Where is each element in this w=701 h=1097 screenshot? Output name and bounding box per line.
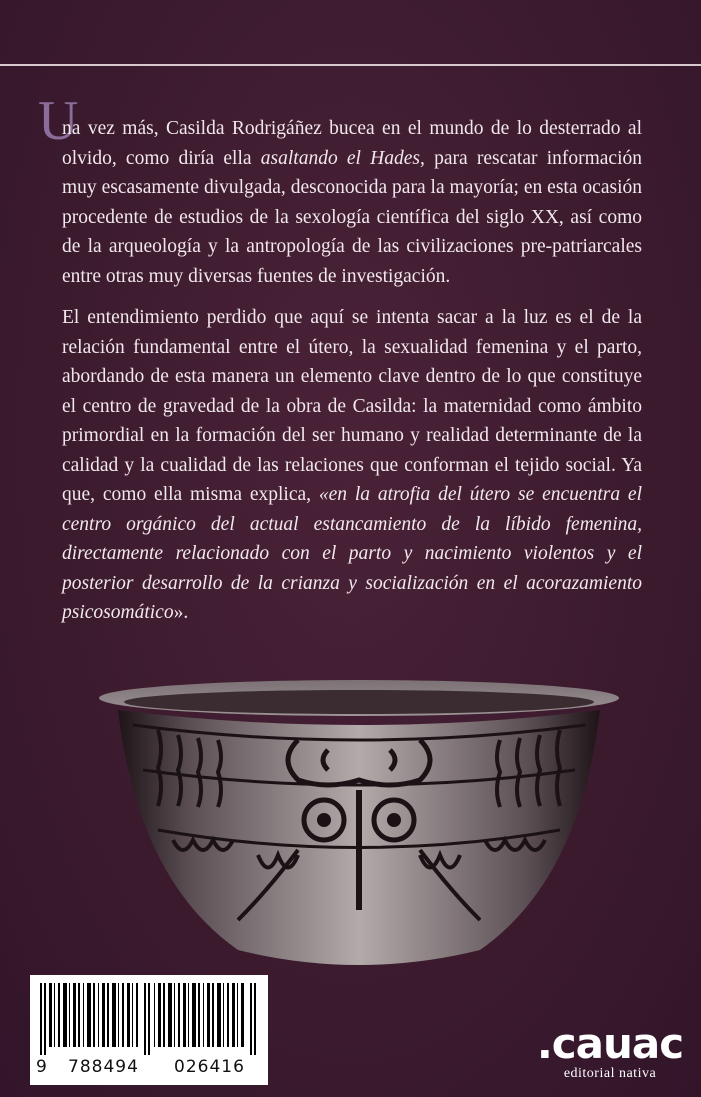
isbn-digit-first: 9 xyxy=(36,1057,48,1077)
p1-italic: asaltando el Hades xyxy=(260,147,421,169)
publisher-logo-word: .cauac xyxy=(536,1019,684,1068)
p2-text-a: El entendimiento perdido que aquí se intenta sacar a la luz es el de la relación fundamental entre el útero, la sexualidad femenina y el parto, abordando de esta manera un elemento clave dentro de lo que constituye el centro de gravedad de la obra de Casilda: la maternidad como ámbito primordial en la formación del ser humano y realidad determinante de la calidad y la cualidad de las relaciones que conforman el tejido social. Ya que, como ella misma explica, xyxy=(62,307,642,505)
barcode-bars xyxy=(40,983,258,1055)
publisher-subtitle: editorial nativa xyxy=(563,1066,657,1081)
p1-text-a: na vez más, Casilda Rodrigáñez bucea en el mundo de lo desterrado al olvido, como diría ella xyxy=(62,118,642,169)
drop-cap: U xyxy=(38,90,79,152)
publisher-logo xyxy=(535,1019,685,1092)
p2-quote: «en la atrofia del útero se encuentra el centro orgánico del actual estancamiento de la líbido femenina, directamente relacionado con el parto y nacimiento violentos y el posterior desarrollo de la crianza y socialización en el acorazamiento psicosomático xyxy=(62,484,642,623)
isbn-barcode xyxy=(30,975,268,1085)
isbn-digits-right: 026416 xyxy=(174,1057,245,1077)
blurb-paragraph-2 xyxy=(62,303,642,628)
isbn-digits-left: 788494 xyxy=(68,1057,139,1077)
vessel-illustration xyxy=(98,680,620,980)
blurb-paragraph-1 xyxy=(62,114,642,291)
p2-text-b: ». xyxy=(173,602,189,623)
top-rule xyxy=(0,64,701,66)
minoan-vessel-image xyxy=(98,680,620,980)
p1-text-b: , para rescatar información muy escasamente divulgada, desconocida para la mayoría; en esta ocasión procedente de estudios de la sexología científica del siglo XX, así como de la arqueología y la antropología de las civilizaciones pre-patriarcales entre otras muy diversas fuentes de investigación. xyxy=(62,147,642,287)
